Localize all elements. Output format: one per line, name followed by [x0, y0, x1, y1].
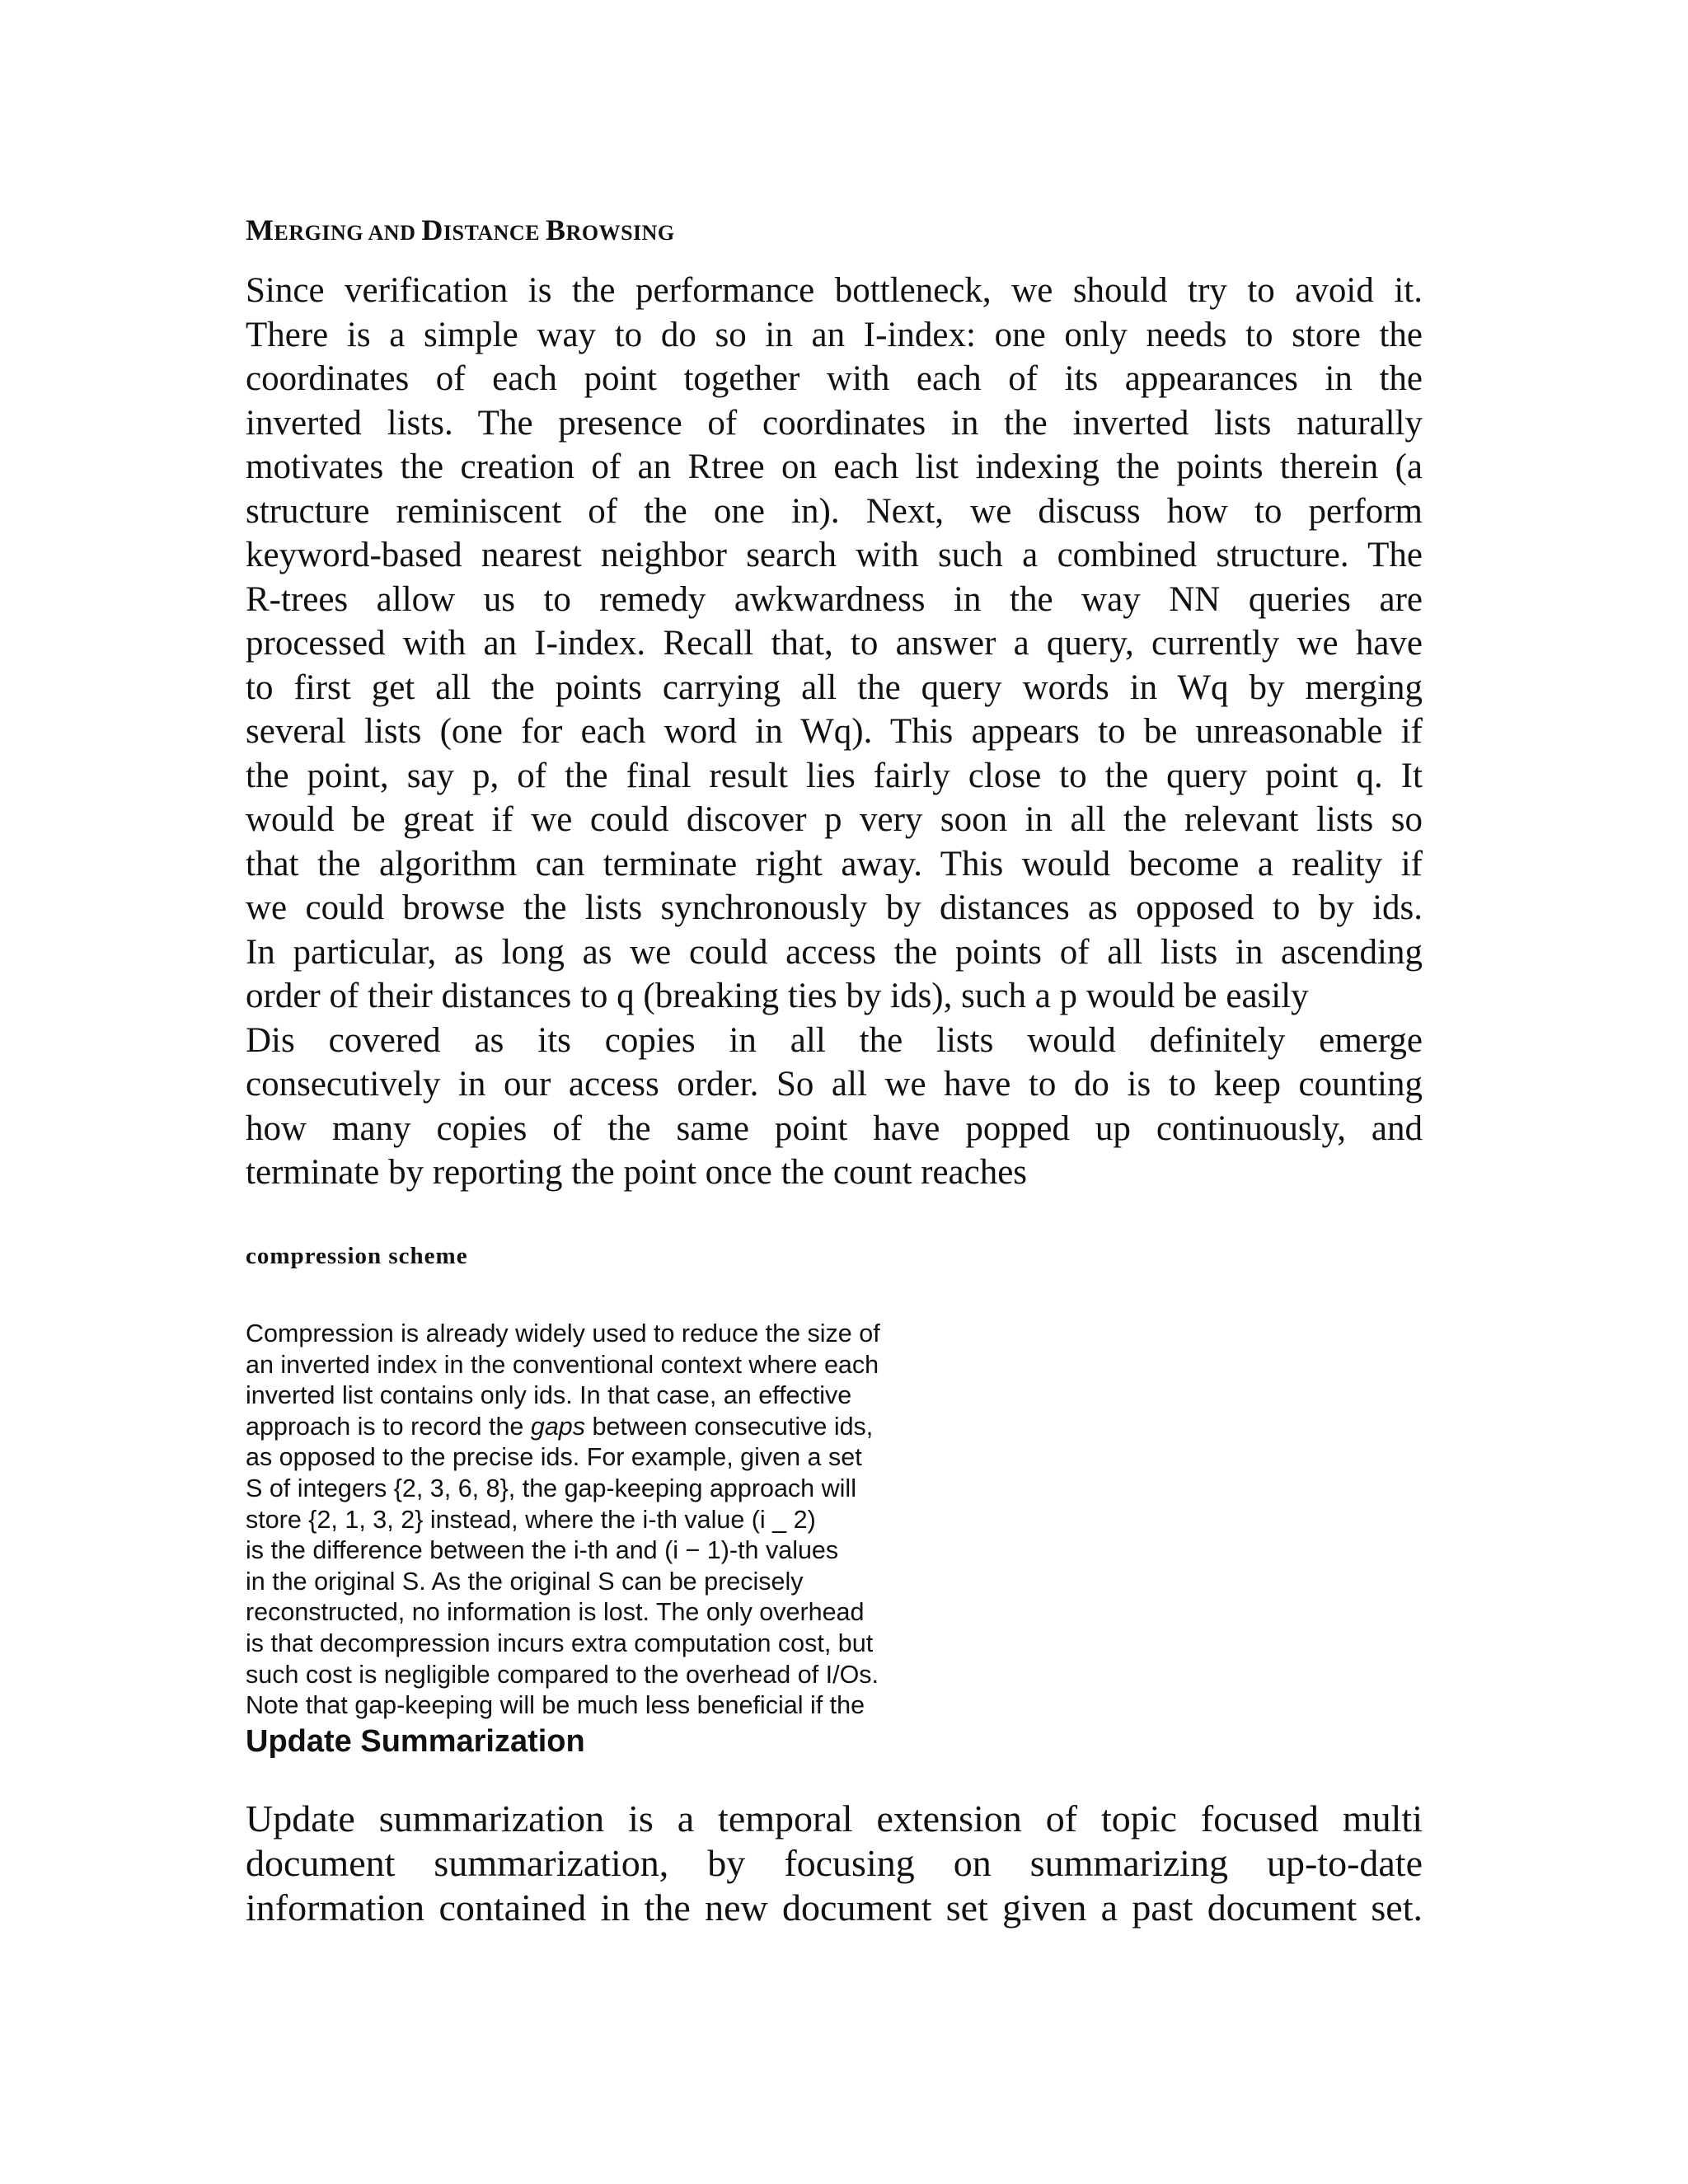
text-line: structure reminiscent of the one in). Next, we discuss how to perform	[246, 491, 1423, 531]
text-line: we could browse the lists synchronously by distances as opposed to by ids.	[246, 888, 1423, 927]
text-line: reconstructed, no information is lost. The only overhead	[246, 1598, 865, 1627]
text-line: in the original S. As the original S can be precisely	[246, 1567, 804, 1596]
emphasis-gaps: gaps	[530, 1412, 586, 1441]
text-line: approach is to record the gaps between consecutive ids,	[246, 1412, 874, 1441]
text-line: such cost is negligible compared to the overhead of I/Os.	[246, 1660, 879, 1689]
text-line: There is a simple way to do so in an I-index: one only needs to store the	[246, 315, 1423, 354]
text-line: S of integers {2, 3, 6, 8}, the gap-keeping approach will	[246, 1474, 856, 1502]
text-line: motivates the creation of an Rtree on each list indexing the points therein (a	[246, 448, 1423, 486]
text-line: to first get all the points carrying all the query words in Wq by merging	[246, 668, 1423, 707]
section-heading-merging: MERGING AND DISTANCE BROWSING	[246, 213, 675, 246]
text-line: the point, say p, of the final result lies fairly close to the query point q. It	[246, 756, 1423, 795]
text-line: keyword-based nearest neighbor search with such a combined structure. The	[246, 536, 1423, 574]
text-line: Note that gap-keeping will be much less beneficial if the	[246, 1691, 865, 1720]
text-line: Dis covered as its copies in all the lists would definitely emerge	[246, 1020, 1423, 1060]
paragraph-merging	[246, 269, 1423, 1195]
text-line: how many copies of the same point have popped up continuously, and	[246, 1108, 1423, 1148]
text-line: Since verification is the performance bottleneck, we should try to avoid it.	[246, 271, 1423, 310]
text-line: information contained in the new document set given a past document set.	[246, 1886, 1423, 1929]
text-line: terminate by reporting the point once the count reaches	[246, 1153, 1028, 1192]
text-line: Update summarization is a temporal extension of topic focused multi	[246, 1797, 1423, 1840]
paragraph-update-summarization	[246, 1797, 1423, 1930]
text-line: In particular, as long as we could access the points of all lists in ascending	[246, 932, 1423, 972]
text-line: R-trees allow us to remedy awkwardness in the way NN queries are	[246, 579, 1423, 619]
text-line: is that decompression incurs extra computation cost, but	[246, 1629, 874, 1657]
text-line: consecutively in our access order. So all we have to do is to keep counting	[246, 1065, 1423, 1104]
text-line: document summarization, by focusing on summarizing up-to-date	[246, 1842, 1423, 1884]
text-line: is the difference between the i-th and (i − 1)-th values	[246, 1536, 839, 1565]
text-line: Compression is already widely used to reduce the size of	[246, 1319, 880, 1347]
text-line: store {2, 1, 3, 2} instead, where the i-th value (i _ 2)	[246, 1505, 816, 1534]
text-line: an inverted index in the conventional context where each	[246, 1350, 879, 1379]
text-line: order of their distances to q (breaking ties by ids), such a p would be easily	[246, 977, 1309, 1015]
text-line: would be great if we could discover p very soon in all the relevant lists so	[246, 800, 1423, 839]
text-line: inverted list contains only ids. In that case, an effective	[246, 1381, 852, 1410]
section-heading-update-summarization: Update Summarization	[246, 1724, 585, 1759]
text-line: several lists (one for each word in Wq). This appears to be unreasonable if	[246, 712, 1423, 751]
text-line: inverted lists. The presence of coordinates in the inverted lists naturally	[246, 403, 1423, 443]
paragraph-compression	[246, 1319, 938, 1722]
text-line: as opposed to the precise ids. For example, given a set	[246, 1443, 862, 1472]
text-line: processed with an I-index. Recall that, to answer a query, currently we have	[246, 624, 1423, 663]
text-line: coordinates of each point together with each of its appearances in the	[246, 359, 1423, 398]
section-heading-compression: compression scheme	[246, 1243, 468, 1269]
text-line: that the algorithm can terminate right away. This would become a reality if	[246, 844, 1423, 883]
